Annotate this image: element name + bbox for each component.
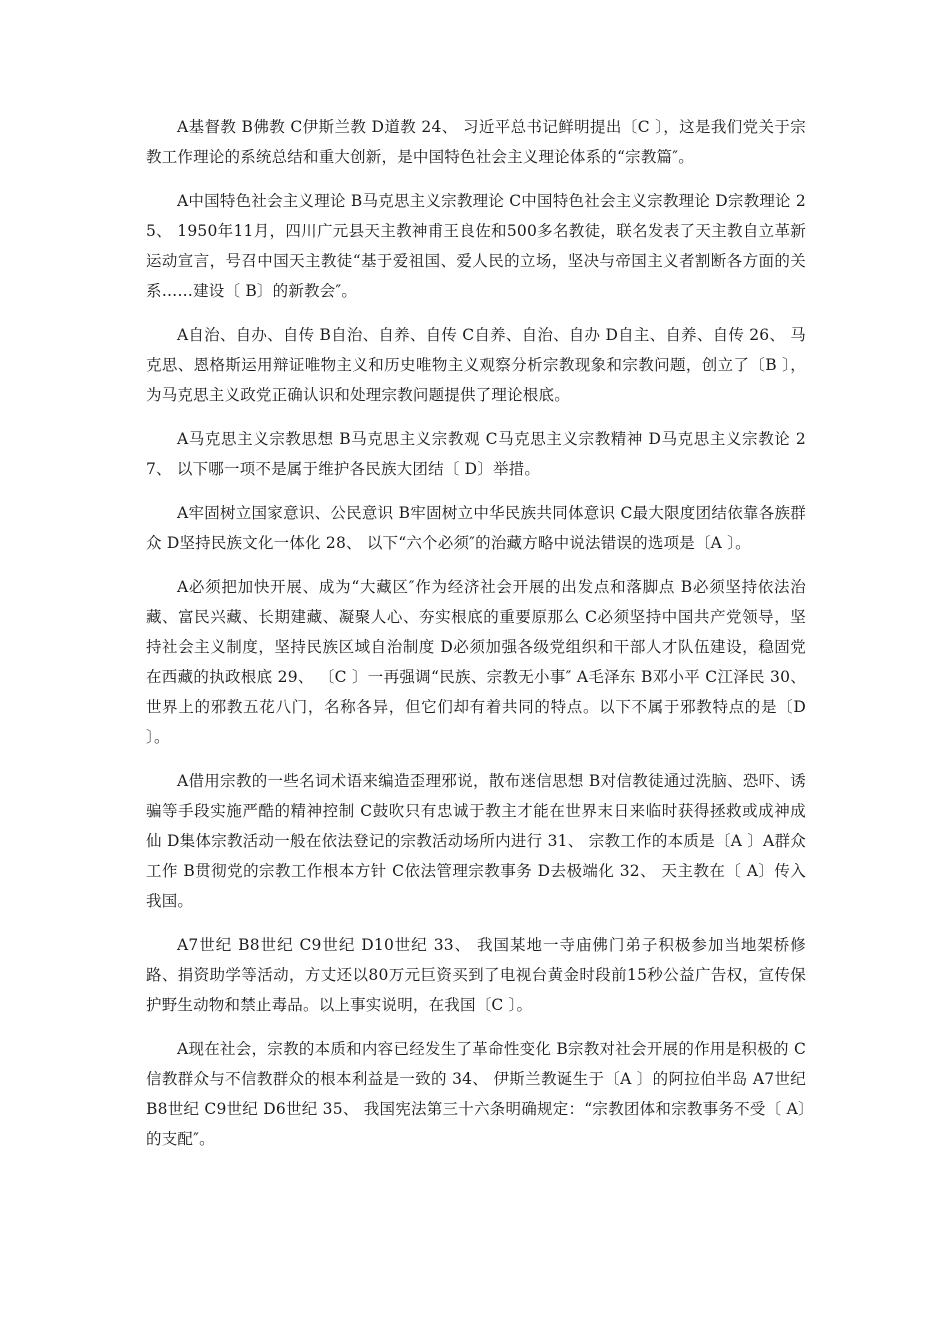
question-paragraph-6: A必须把加快开展、成为“大藏区″作为经济社会开展的出发点和落脚点 B必须坚持依法治藏、富民兴藏、长期建藏、凝聚人心、夯实根底的重要原那么 C必须坚持中国共产党领导，坚持社会主义制度，坚持民族区域自治制度 D必须加强各级党组织和干部人才队伍建设，稳固党在西藏的执政根底 29、 〔C 〕一再强调“民族、宗教无小事″ A毛泽东 B邓小平 C江泽民 30、 世界上的邪教五花八门，名称各异，但它们却有着共同的特点。以下不属于邪教特点的是〔D 〕。 [146, 578, 806, 746]
question-paragraph-3: A自治、自办、自传 B自治、自养、自传 C自养、自治、自办 D自主、自养、自传 26、 马克思、恩格斯运用辩证唯物主义和历史唯物主义观察分析宗教现象和宗教问题，创立了〔B 〕，为马克思主义政党正确认识和处理宗教问题提供了理论根底。 [146, 326, 806, 404]
question-paragraph-8: A7世纪 B8世纪 C9世纪 D10世纪 33、 我国某地一寺庙佛门弟子积极参加当地架桥修路、捐资助学等活动，方丈还以80万元巨资买到了电视台黄金时段前15秒公益广告权，宣传保护野生动物和禁止毒品。以上事实说明，在我国〔C 〕。 [146, 936, 806, 1014]
question-paragraph-4: A马克思主义宗教思想 B马克思主义宗教观 C马克思主义宗教精神 D马克思主义宗教论 27、 以下哪一项不是属于维护各民族大团结〔 D〕举措。 [146, 430, 806, 478]
question-paragraph-7: A借用宗教的一些名词术语来编造歪理邪说，散布迷信思想 B对信教徒通过洗脑、恐吓、诱骗等手段实施严酷的精神控制 C鼓吹只有忠诚于教主才能在世界末日来临时获得拯救或成神成仙 D集体宗教活动一般在依法登记的宗教活动场所内进行 31、 宗教工作的本质是〔A 〕A群众工作 B贯彻党的宗教工作根本方针 C依法管理宗教事务 D去极端化 32、 天主教在〔 A〕传入我国。 [146, 772, 806, 910]
question-paragraph-1: A基督教 B佛教 C伊斯兰教 D道教 24、 习近平总书记鲜明提出〔C 〕，这是我们党关于宗教工作理论的系统总结和重大创新，是中国特色社会主义理论体系的“宗教篇″。 [146, 118, 806, 166]
question-paragraph-5: A牢固树立国家意识、公民意识 B牢固树立中华民族共同体意识 C最大限度团结依靠各族群众 D坚持民族文化一体化 28、 以下“六个必须″的治藏方略中说法错误的选项是〔A 〕。 [146, 504, 806, 552]
question-paragraph-9: A现在社会，宗教的本质和内容已经发生了革命性变化 B宗教对社会开展的作用是积极的 C信教群众与不信教群众的根本利益是一致的 34、 伊斯兰教诞生于〔A 〕的阿拉伯半岛 A7世纪 B8世纪 C9世纪 D6世纪 35、 我国宪法第三十六条明确规定：“宗教团体和宗教事务不受〔 A〕的支配″。 [146, 1040, 806, 1148]
question-paragraph-2: A中国特色社会主义理论 B马克思主义宗教理论 C中国特色社会主义宗教理论 D宗教理论 25、 1950年11月，四川广元县天主教神甫王良佐和500多名教徒，联名发表了天主教自立革新运动宣言，号召中国天主教徒“基于爱祖国、爱人民的立场，坚决与帝国主义者割断各方面的关系……建设〔 B〕的新教会″。 [146, 192, 806, 300]
document-page [146, 112, 806, 1168]
